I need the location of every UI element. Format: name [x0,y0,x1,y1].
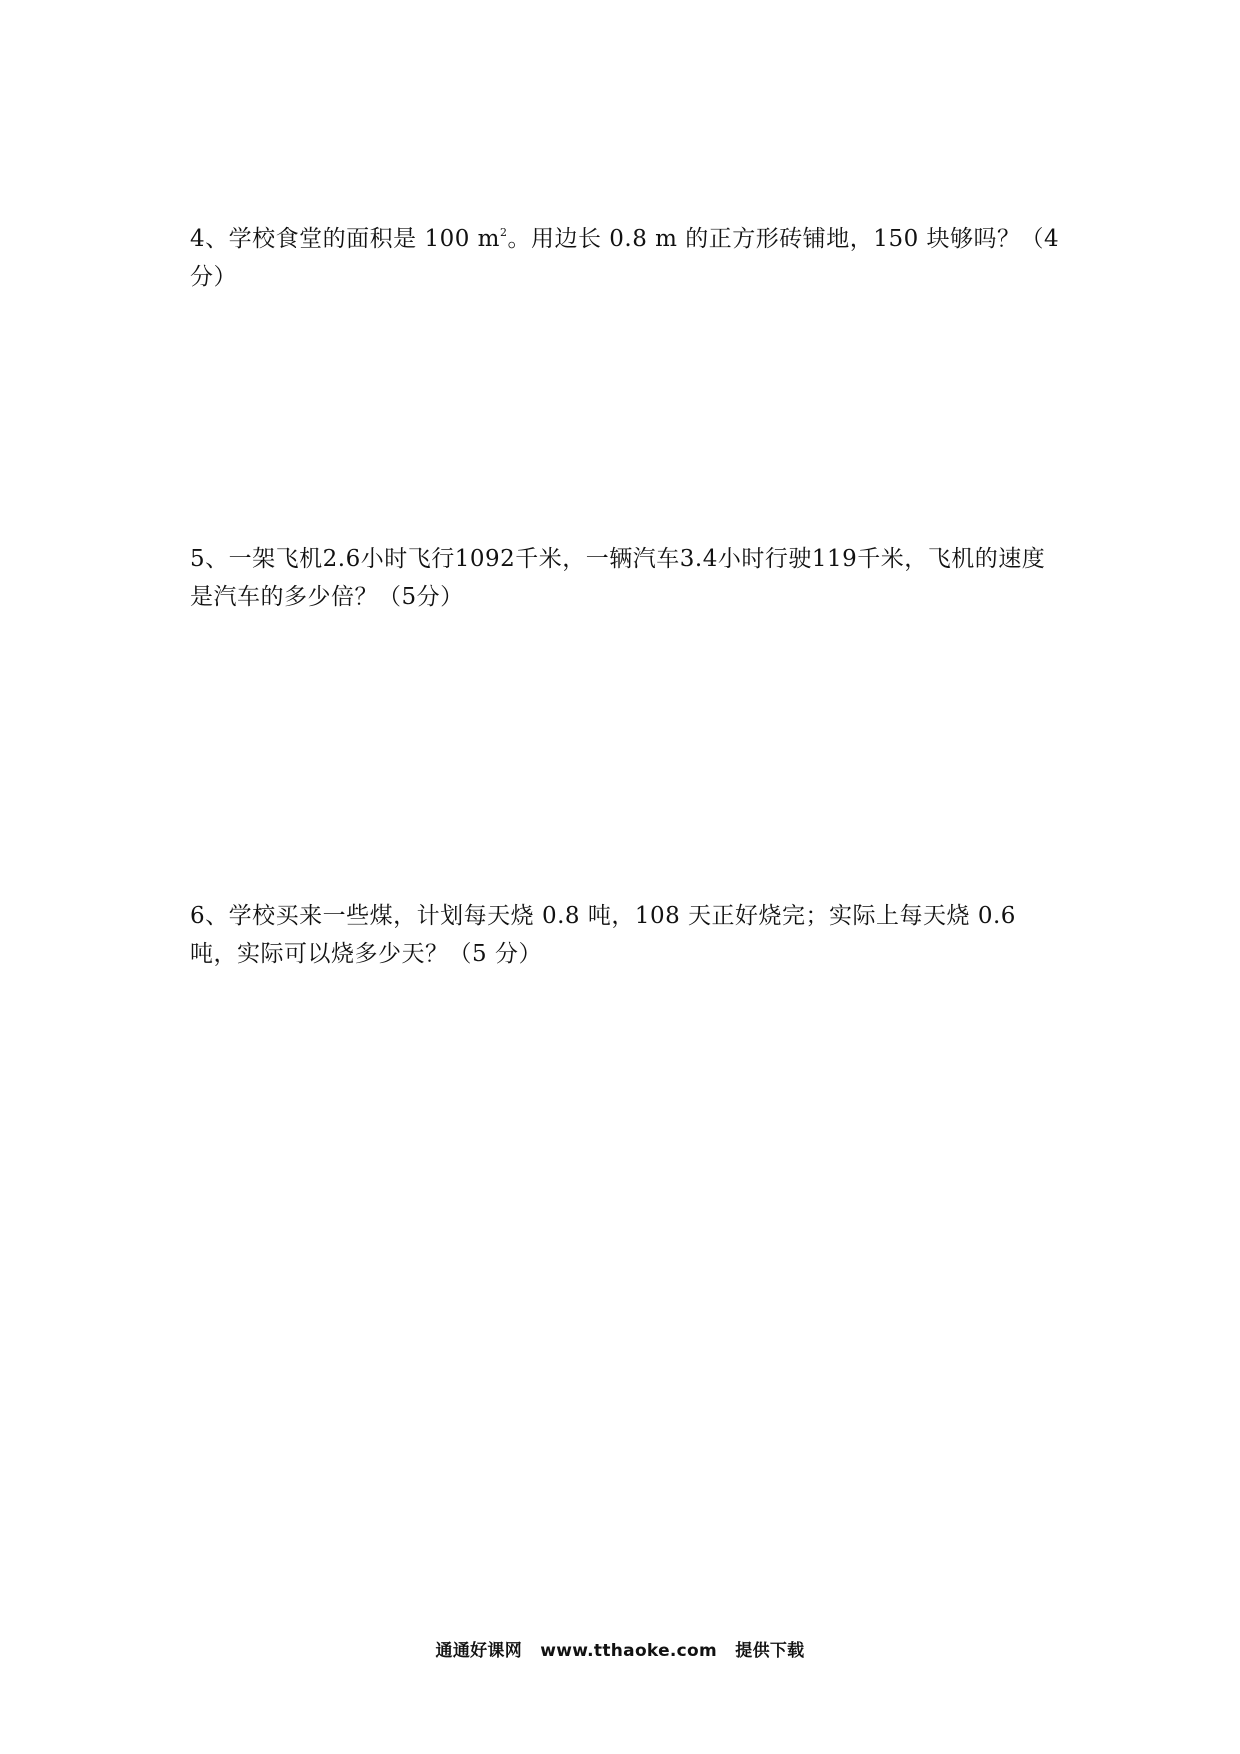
question-6 [190,897,1065,973]
page-footer [0,1636,1240,1661]
question-number: 4、 [190,226,229,252]
question-text: 一架飞机2.6小时飞行1092千米，一辆汽车3.4小时行驶119千米，飞机的速度是汽车的多少倍？（5分） [190,546,1046,610]
question-text-continued: 。用边长 0.8 m 的正方形砖铺地，150 块够吗？（4 分） [190,226,1060,290]
question-number: 5、 [190,546,229,572]
question-text: 学校食堂的面积是 100 m [228,226,500,252]
superscript-exponent: 2 [499,226,508,239]
question-4 [190,220,1065,296]
question-text: 学校买来一些煤，计划每天烧 0.8 吨，108 天正好烧完；实际上每天烧 0.6 吨，实际可以烧多少天？（5 分） [190,903,1016,967]
footer-site-name: 通通好课网 [435,1641,523,1661]
question-5 [190,540,1065,616]
footer-url-link[interactable]: www.tthaoke.com [540,1641,718,1661]
footer-suffix: 提供下载 [735,1641,805,1661]
question-number: 6、 [190,903,229,929]
